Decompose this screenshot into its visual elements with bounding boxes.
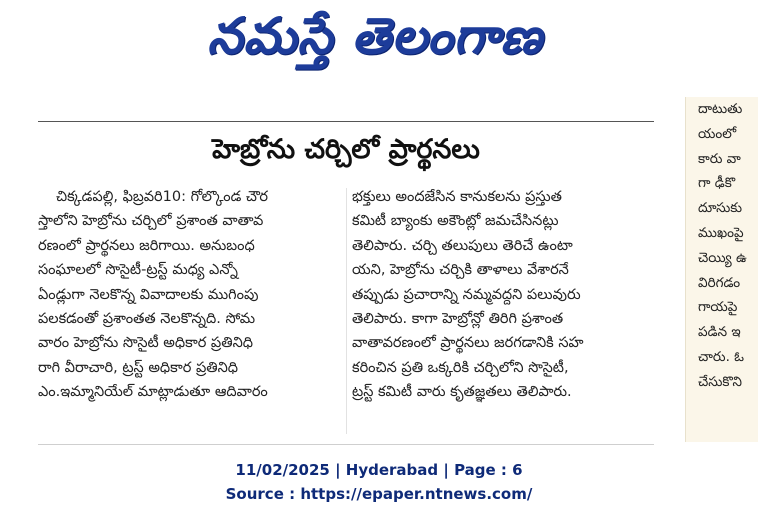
article-line: యని, హెబ్రోను చర్చికి తాళాలు వేశారనే — [352, 262, 569, 279]
article-line: భక్తులు అందజేసిన కానుకలను ప్రస్తుత — [352, 189, 562, 205]
article-line: రణంలో ప్రార్థనలు జరిగాయి. అనుబంధ — [38, 237, 255, 254]
column-divider — [346, 188, 347, 434]
side-line: చెయ్యి ఉ — [698, 249, 747, 266]
side-line: చారు. ఓ — [698, 348, 745, 365]
article-line: చిక్కడపల్లి, ఫిబ్రవరి10: గోల్కొండ చౌర — [56, 189, 269, 205]
article-line: రాగి వీరాచారి, ట్రస్ట్ అధికార ప్రతినిధి — [38, 359, 239, 376]
side-line: ముఖంపై — [698, 224, 744, 241]
newspaper-masthead — [150, 0, 600, 75]
article-line: సంఘాలలో సొసైటీ-ట్రస్ట్ మధ్య ఎన్నో — [38, 262, 238, 279]
side-line: యంలో — [698, 125, 737, 142]
bottom-divider — [38, 444, 654, 445]
side-line: విరిగడం — [698, 274, 741, 291]
article-column-1 — [38, 185, 344, 405]
article-line: కమిటీ బ్యాంకు అకౌంట్లో జమచేసినట్లు — [352, 213, 559, 230]
masthead-title: నమస్తే తెలంగాణ — [207, 7, 543, 65]
article-headline: హెబ్రోను చర్చిలో ప్రార్థనలు — [212, 134, 480, 165]
article-line: తెలిపారు. కాగా హెబ్రోన్లో తిరిగి ప్రశాంత — [352, 310, 564, 327]
article-column-2 — [352, 185, 652, 405]
side-line: దాటుతు — [698, 101, 743, 117]
article-line: కరించిన ప్రతి ఒక్కరికి చర్చిలోని సొసైటీ, — [352, 359, 569, 376]
article-line: స్తాలోని హెబ్రోను చర్చిలో ప్రశాంత వాతావ — [38, 213, 264, 230]
article-line: వాతావరణంలో ప్రార్థనలు జరగడానికి సహ — [352, 335, 584, 352]
article-line: ఎం.ఇమ్మానియేల్ మాట్లాడుతూ ఆదివారం — [38, 384, 268, 401]
article-line: తప్పుడు ప్రచారాన్ని నమ్మవద్దని పలువురు — [352, 286, 581, 303]
footer-dateline: 11/02/2025 | Hyderabad | Page : 6 — [235, 461, 523, 479]
side-line: గా ఢీకొ — [698, 175, 736, 192]
adjacent-article-strip — [685, 97, 758, 442]
side-line: కారు వా — [698, 150, 741, 167]
side-line: పడిన ఇ — [698, 324, 741, 341]
article-line: వారం హెబ్రోను సొసైటీ అధికార ప్రతినిధి — [38, 335, 253, 352]
side-line: చేసుకొని — [698, 373, 742, 390]
footer-source: Source : https://epaper.ntnews.com/ — [225, 485, 533, 503]
top-divider — [38, 121, 654, 122]
article-line: ఏండ్లుగా నెలకొన్న వివాదాలకు ముగింపు — [38, 286, 259, 303]
side-line: గాయపై — [698, 299, 738, 316]
side-line: దూసుకు — [698, 200, 742, 217]
article-line: ట్రస్ట్ కమిటీ వారు కృతజ్ఞతలు తెలిపారు. — [352, 384, 572, 401]
article-line: పలకడంతో ప్రశాంతత నెలకొన్నది. సోమ — [38, 310, 256, 327]
article-line: తెలిపారు. చర్చి తలుపులు తెరిచే ఉంటా — [352, 237, 573, 254]
